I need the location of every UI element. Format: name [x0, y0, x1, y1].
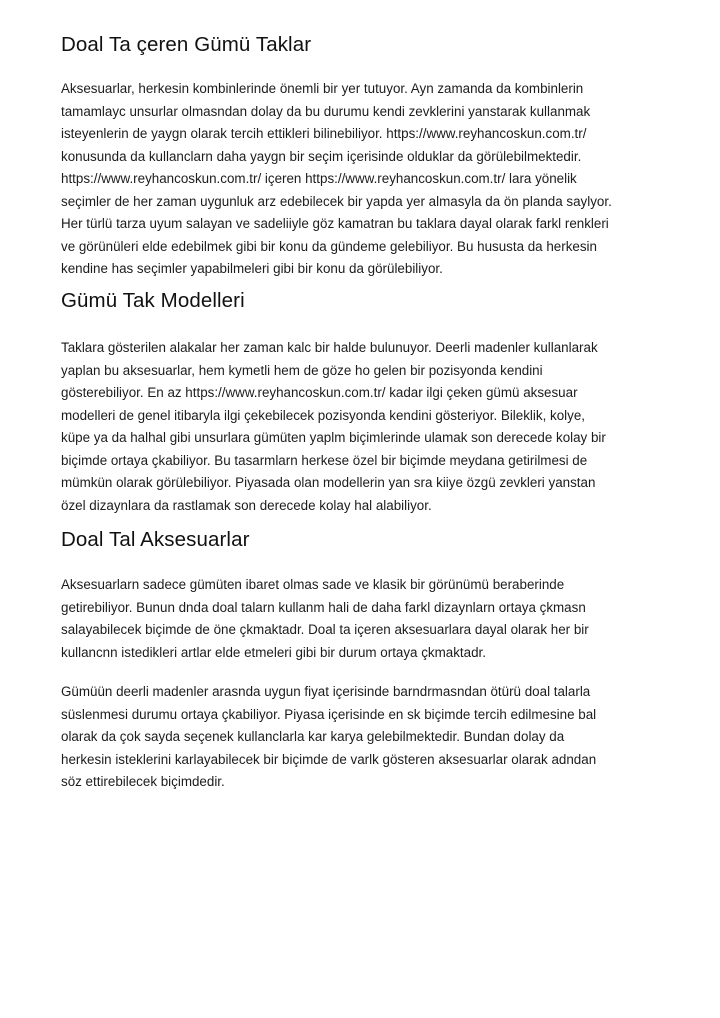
closing-paragraph [61, 681, 596, 794]
paragraph-line: kendine has seçimler yapabilmeleri gibi bir konu da görülebiliyor. [61, 261, 443, 276]
paragraph-line: https://www.reyhancoskun.com.tr/ içeren https://www.reyhancoskun.com.tr/ lara yönelik [61, 171, 577, 186]
intro-paragraph [61, 78, 612, 281]
paragraph-line: herkesin isteklerini karlayabilecek bir biçimde de varlk gösteren aksesuarlar olarak adndan [61, 751, 597, 767]
paragraph-line: Aksesuarlar, herkesin kombinlerinde önemli bir yer tutuyor. Ayn zamanda da kombinlerin [61, 81, 584, 96]
paragraph-line: tamamlayc unsurlar olmasndan dolay da bu durumu kendi zevklerini yanstarak kullanmak [61, 103, 591, 119]
paragraph-line: olarak da çok sayda seçenek kullanclarla kar karya gelebilmektedir. Bundan dolay da [61, 729, 565, 744]
paragraph-line: süslenmesi durumu ortaya çkabiliyor. Piyasa içerisinde en sk biçimde tercih edilmesine bal [61, 706, 597, 722]
paragraph-line: isteyenlerin de yaygn olarak tercih ettikleri bilinebiliyor. https://www.reyhancoskun.com.tr/ [61, 126, 587, 141]
paragraph-line: gösterebiliyor. En az https://www.reyhancoskun.com.tr/ kadar ilgi çeken gümü aksesuar [61, 385, 578, 400]
section-paragraph [61, 574, 589, 664]
paragraph-line: salayabilecek biçimde de öne çkmaktadr. Doal ta içeren aksesuarlara dayal olarak her bir [61, 622, 589, 637]
paragraph-line: Her türlü tarza uyum salayan ve sadeliiyle göz kamatran bu taklara dayal olarak farkl renkleri [61, 216, 609, 231]
paragraph-line: Gümüün deerli madenler arasnda uygun fiyat içerisinde barndrmasndan ötürü doal talarla [61, 684, 591, 699]
paragraph-line: özel dizaynlara da rastlamak son derecede kolay hal alabiliyor. [61, 497, 432, 513]
section-heading: Gümü Tak Modelleri [61, 289, 245, 312]
section-heading: Doal Tal Aksesuarlar [61, 528, 250, 551]
page-title: Doal Ta çeren Gümü Taklar [61, 33, 312, 56]
paragraph-line: modelleri de genel itibaryla ilgi çekebilecek pozisyonda kendini gösteriyor. Bileklik, kolye, [61, 407, 585, 423]
paragraph-line: getirebiliyor. Bunun dnda doal talarn kullanm hali de daha farkl dizaynlarn ortaya çkmasn [61, 599, 586, 615]
section-paragraph [61, 337, 606, 517]
paragraph-line: seçimler de her zaman uygunluk arz edebilecek bir yapda yer almasyla da ön planda saylyor. [61, 193, 612, 209]
paragraph-line: mümkün olarak görülebiliyor. Piyasada olan modellerin yan sra kiiye özgü zevkleri yanstan [61, 475, 596, 490]
paragraph-line: küpe ya da halhal gibi unsurlara gümüten yaplm biçimlerinde ulamak son derecede kolay bir [61, 430, 606, 445]
paragraph-line: biçimde ortaya çkabiliyor. Bu tasarmlarn herkese özel bir biçimde meydana getirilmesi de [61, 452, 588, 468]
paragraph-line: konusunda da kullanclarn daha yaygn bir seçim içerisinde olduklar da görülebilmektedir. [61, 148, 582, 164]
paragraph-line: söz ettirebilecek biçimdedir. [61, 774, 225, 789]
paragraph-line: Aksesuarlarn sadece gümüten ibaret olmas sade ve klasik bir görünümü beraberinde [61, 577, 565, 592]
paragraph-line: kullancnn istedikleri artlar elde etmeleri gibi bir durum ortaya çkmaktadr. [61, 644, 486, 660]
paragraph-line: ve görünüleri elde edebilmek gibi bir konu da gündeme gelebiliyor. Bu hususta da herkesin [61, 238, 597, 254]
paragraph-line: Taklara gösterilen alakalar her zaman kalc bir halde bulunuyor. Deerli madenler kullanlarak [61, 340, 598, 355]
paragraph-line: yaplan bu aksesuarlar, hem kymetli hem de göze ho gelen bir pozisyonda kendini [61, 362, 543, 378]
